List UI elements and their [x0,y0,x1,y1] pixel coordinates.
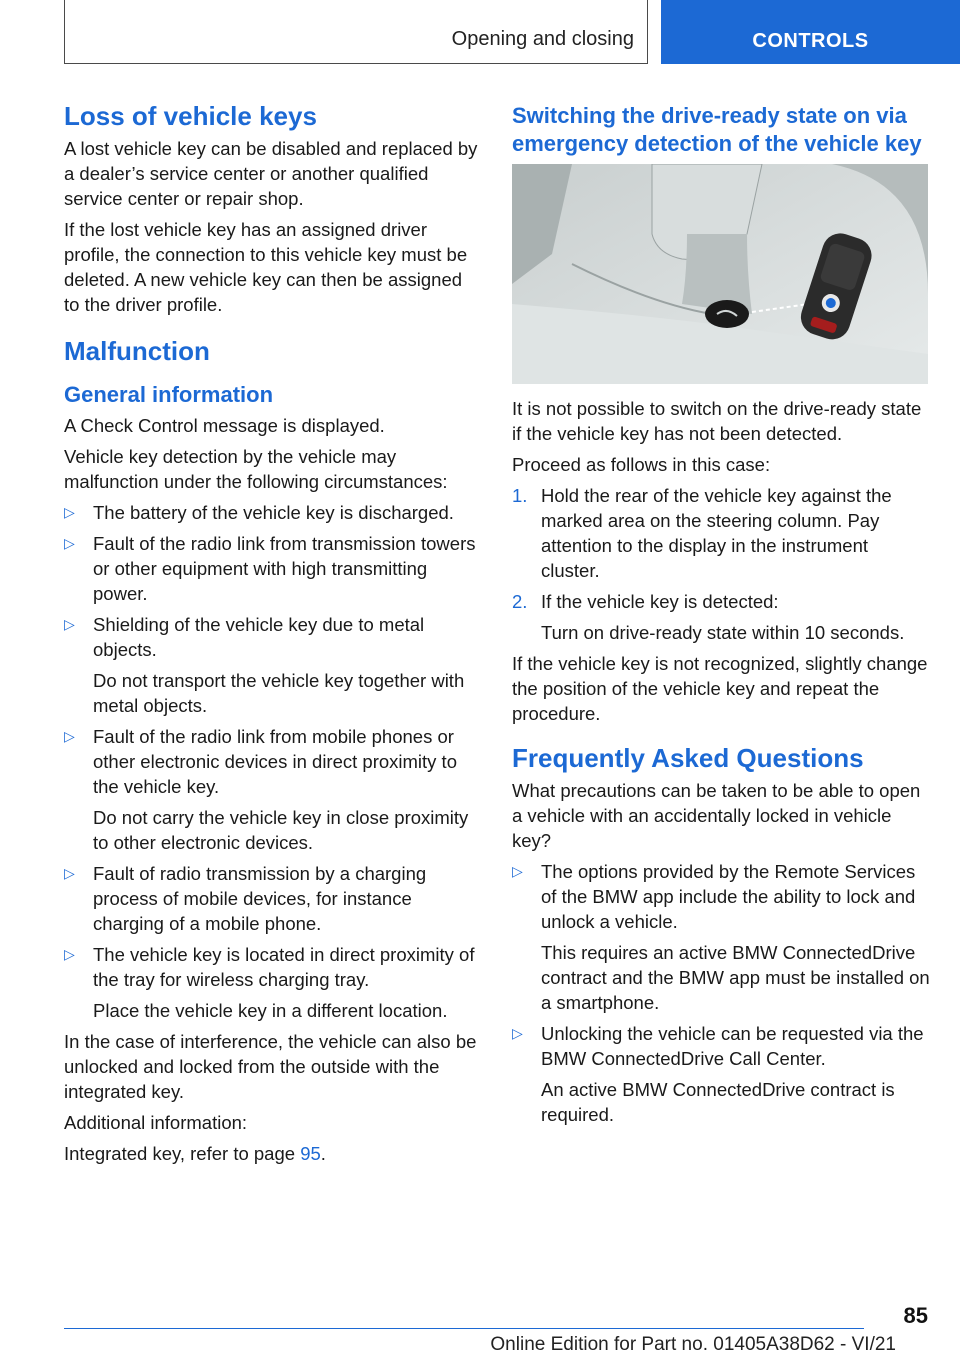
paragraph: If the vehicle key is not recognized, slightly change the position of the vehicle key and repeat the procedure. [512,653,928,724]
triangle-bullet-icon: ▷ [64,535,75,551]
heading-faq: Frequently Asked Questions [512,743,864,773]
header-section-title: Opening and closing [451,28,634,50]
paragraph-reference: Integrated key, refer to page 95. [64,1143,326,1164]
triangle-bullet-icon: ▷ [64,946,75,962]
list-item: 1. Hold the rear of the vehicle key against the marked area on the steering column. Pay attention to the display in the instrument cluster. [512,485,892,581]
footer-edition: Online Edition for Part no. 01405A38D62 - VI/21 [490,1334,896,1355]
list-item: ▷ The options provided by the Remote Services of the BMW app include the ability to lock and unlock a vehicle. This requires an active BMW ConnectedDrive contract and the BMW app must be installed on a smartphone. [512,861,930,1013]
header-controls-tab[interactable]: CONTROLS [661,0,960,64]
step-number: 1. [512,485,528,506]
paragraph: Vehicle key detection by the vehicle may malfunction under the following circumstances: [64,446,448,492]
list-item: ▷ Fault of the radio link from mobile phones or other electronic devices in direct proximity to the vehicle key. Do not carry the vehicle key in close proximity to other electronic devices. [64,726,469,853]
triangle-bullet-icon: ▷ [64,616,75,632]
list-item: ▷ Fault of radio transmission by a charging process of mobile devices, for instance charging of a mobile phone. [64,863,427,934]
heading-switching-drive-ready: Switching the drive-ready state on via emergency detection of the vehicle key [512,103,922,156]
paragraph: If the lost vehicle key has an assigned driver profile, the connection to this vehicle key must be deleted. A new vehicle key can then be assigned to the driver profile. [64,219,468,315]
triangle-bullet-icon: ▷ [64,504,75,520]
list-item: ▷ The vehicle key is located in direct proximity of the tray for wireless charging tray. Place the vehicle key in a different location. [64,944,475,1021]
step-number: 2. [512,591,528,612]
paragraph: A lost vehicle key can be disabled and replaced by a dealer’s service center or another qualified service center or repair shop. [64,138,478,209]
triangle-bullet-icon: ▷ [64,865,75,881]
paragraph: What precautions can be taken to be able to open a vehicle with an accidentally locked in vehicle key? [512,780,921,851]
list-item: ▷ Unlocking the vehicle can be requested via the BMW ConnectedDrive Call Center. An active BMW ConnectedDrive contract is required. [512,1023,924,1125]
list-item: ▷ The battery of the vehicle key is discharged. [64,502,454,523]
steps-list [512,483,930,645]
paragraph: Proceed as follows in this case: [512,454,771,475]
triangle-bullet-icon: ▷ [64,728,75,744]
page-link[interactable]: 95 [300,1143,321,1164]
triangle-bullet-icon: ▷ [512,863,523,879]
faq-list [512,859,930,1127]
malfunction-list [64,500,482,1023]
list-item: 2. If the vehicle key is detected: Turn on drive-ready state within 10 seconds. [512,591,905,643]
heading-loss-of-keys: Loss of vehicle keys [64,101,317,131]
footer-divider [64,1328,864,1329]
list-item: ▷ Shielding of the vehicle key due to metal objects. Do not transport the vehicle key together with metal objects. [64,614,465,716]
heading-malfunction: Malfunction [64,336,210,366]
paragraph: In the case of interference, the vehicle can also be unlocked and locked from the outside with the integrated key. [64,1031,477,1102]
steering-column-illustration [512,164,928,384]
paragraph: It is not possible to switch on the drive-ready state if the vehicle key has not been detected. [512,398,922,444]
left-column [64,100,482,1172]
triangle-bullet-icon: ▷ [512,1025,523,1041]
paragraph: Additional information: [64,1112,248,1133]
heading-general-information: General information [64,382,274,407]
page-number: 85 [903,1303,928,1328]
list-item: ▷ Fault of the radio link from transmission towers or other equipment with high transmitting power. [64,533,476,604]
right-column [512,100,930,1133]
paragraph: A Check Control message is displayed. [64,415,385,436]
